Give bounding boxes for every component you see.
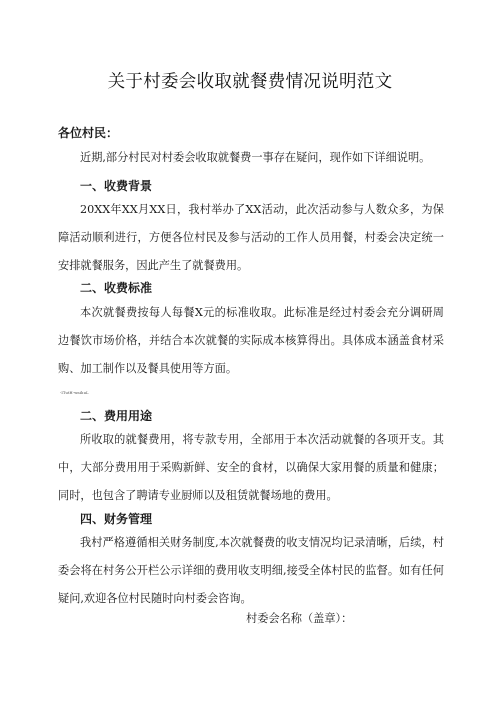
intro-paragraph: 近期,部分村民对村委会收取就餐费一事存在疑问，现作如下详细说明。 [80,151,431,164]
tiny-note: -ITutH-wnihuL [60,391,89,395]
section-heading-background: 一、收费背景 [80,179,153,193]
section-body-usage: 所收取的就餐费用，将专款专用，全部用于本次活动就餐的各项开支。其中，大部分费用用于采购新鲜、安全的食材，以确保大家用餐的质量和健康；同时，也包含了聘请专业厨师以及租赁就餐场地的费用。 [58,433,444,502]
section-body-standard: 本次就餐费按每人每餐X元的标准收取。此标准是经过村委会充分调研周边餐饮市场价格，并结合本次就餐的实际成本核算得出。具体成本涵盖食材采购、加工制作以及餐具使用等方面。 [58,306,444,375]
signature-line: 村委会名称（盖章）： [246,612,353,625]
section-heading-finance: 四、财务管理 [80,512,153,526]
section-heading-usage: 二、费用用途 [80,409,153,423]
section-heading-standard: 二、收费标准 [80,281,153,295]
section-body-finance: 我村严格遵循相关财务制度,本次就餐费的收支情况均记录清晰，后续，村委会将在村务公开栏公示详细的费用收支明细,接受全体村民的监督。如有任何疑问,欢迎各位村民随时向村委会咨询。 [58,536,444,605]
salutation: 各位村民： [58,126,119,140]
document-title: 关于村委会收取就餐费情况说明范文 [107,72,393,92]
section-body-background: 20XX年XX月XX日，我村举办了XX活动，此次活动参与人数众多，为保障活动顺利进行，方便各位村民及参与活动的工作人员用餐，村委会决定统一安排就餐服务，因此产生了就餐费用。 [58,203,444,272]
